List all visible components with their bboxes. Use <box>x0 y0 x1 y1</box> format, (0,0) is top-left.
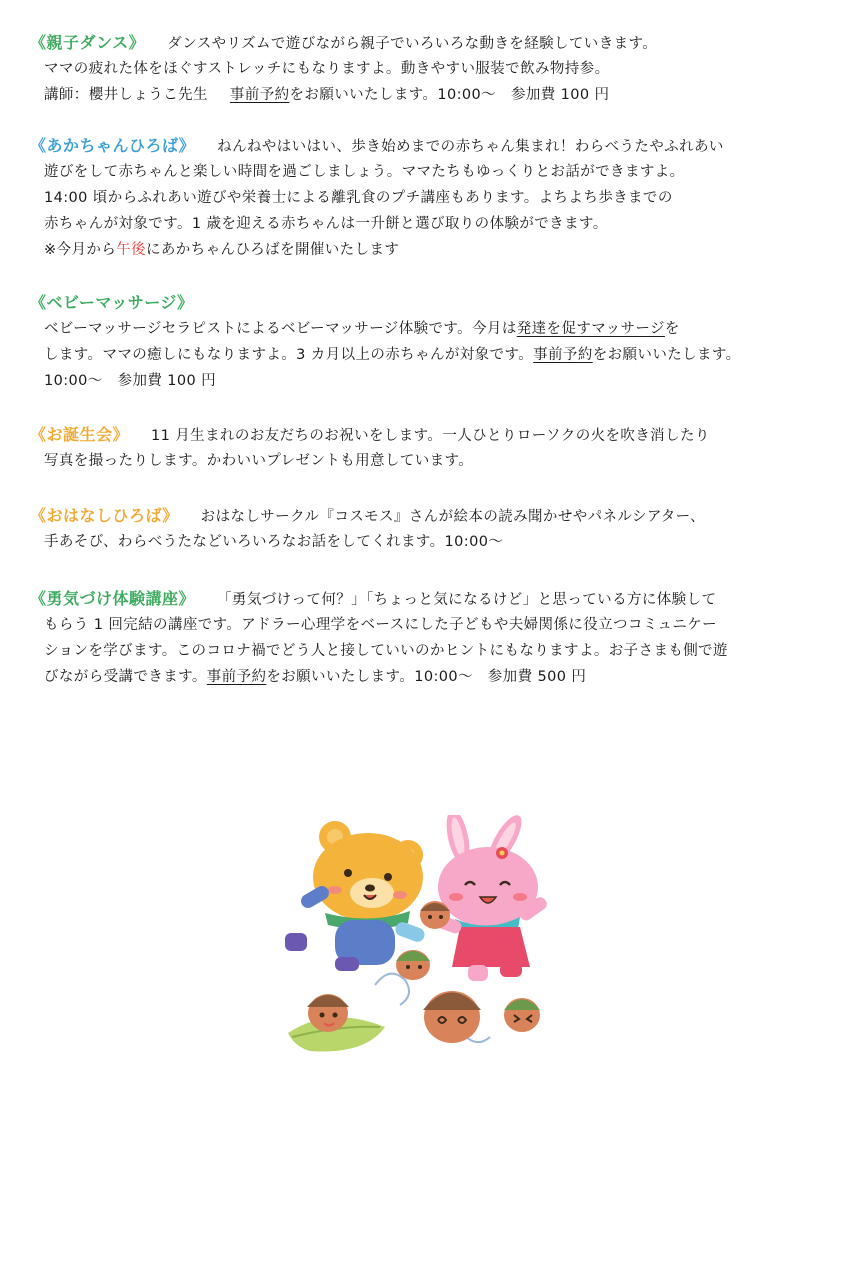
afternoon-highlight: 午後 <box>116 242 146 258</box>
section-text: 遊びをして赤ちゃんと楽しい時間を過ごしましょう。ママたちもゆっくりとお話ができますよ。 <box>44 164 685 180</box>
reservation-underline: 事前予約 <box>206 669 267 685</box>
section-text: 写真を撮ったりします。かわいいプレゼントも用意しています。 <box>44 453 474 469</box>
acorn-icon <box>396 950 430 980</box>
section-text: 14:00 頃からふれあい遊びや栄養士による離乳食のプチ講座もあります。よちよち歩きまでの <box>44 190 673 206</box>
section-text: ションを学びます。このコロナ禍でどう人と接していいのかヒントにもなりますよ。お子さまも側で遊 <box>44 643 728 659</box>
development-massage-underline: 発達を促すマッサージ <box>516 321 665 337</box>
reservation-underline: 事前予約 <box>229 87 290 103</box>
section-text: ママの疲れた体をほぐすストレッチにもなりますよ。動きやすい服装で飲み物持参。 <box>44 61 610 77</box>
section-text: します。ママの癒しにもなりますよ。3 カ月以上の赤ちゃんが対象です。 <box>44 347 534 363</box>
section-text: ベビーマッサージセラピストによるベビーマッサージ体験です。今月は <box>44 321 517 337</box>
section-akachan-hiroba <box>30 133 830 263</box>
rabbit-icon <box>429 815 550 981</box>
section-title: 《勇気づけ体験講座》 <box>30 589 196 608</box>
section-text: 10:00～ 参加費 100 円 <box>44 373 217 389</box>
section-title: 《おはなしひろば》 <box>30 506 179 525</box>
section-text: を <box>664 321 680 337</box>
section-title: 《あかちゃんひろば》 <box>30 136 196 155</box>
section-oyako-dance <box>30 30 830 108</box>
acorn-icon <box>420 901 450 929</box>
section-baby-massage <box>30 290 830 394</box>
section-text: をお願いいたします。10:00～ 参加費 500 円 <box>266 669 587 685</box>
section-title: 《ベビーマッサージ》 <box>30 293 194 312</box>
bear-rabbit-acorn-illustration <box>280 815 570 1065</box>
section-text: にあかちゃんひろばを開催いたします <box>145 242 400 258</box>
section-title: 《親子ダンス》 <box>30 33 146 52</box>
acorn-icon <box>504 998 540 1032</box>
section-encouragement-course <box>30 586 830 690</box>
instructor-text: 講師：櫻井しょうこ先生 <box>44 87 208 103</box>
section-text: ダンスやリズムで遊びながら親子でいろいろな動きを経験していきます。 <box>167 36 658 52</box>
section-birthday-party <box>30 422 830 474</box>
section-text: おはなしサークル『コスモス』さんが絵本の読み聞かせやパネルシアター、 <box>200 509 705 525</box>
section-text: 赤ちゃんが対象です。1 歳を迎える赤ちゃんは一升餅と選び取りの体験ができます。 <box>44 216 608 232</box>
section-text: もらう 1 回完結の講座です。アドラー心理学をベースにした子どもや夫婦関係に役立つコミュニケー <box>44 617 718 633</box>
section-text: ねんねやはいはい、歩き始めまでの赤ちゃん集まれ！わらべうたやふれあい <box>217 139 724 155</box>
section-text: びながら受講できます。 <box>44 669 207 685</box>
section-text: をお願いいたします。 <box>592 347 741 363</box>
reservation-underline: 事前予約 <box>533 347 593 363</box>
section-title: 《お誕生会》 <box>30 425 130 444</box>
section-text: 「勇気づけって何？」「ちょっと気になるけど」と思っている方に体験して <box>217 592 717 608</box>
acorn-icon <box>423 991 481 1043</box>
section-text: をお願いいたします。10:00～ 参加費 100 円 <box>289 87 610 103</box>
section-text: 11 月生まれのお友だちのお祝いをします。一人ひとりローソクの火を吹き消したり <box>151 428 710 444</box>
section-text: ※今月から <box>44 242 117 258</box>
section-text: 手あそび、わらべうたなどいろいろなお話をしてくれます。10:00～ <box>44 534 504 550</box>
bear-icon <box>285 821 426 971</box>
section-ohanashi-hiroba <box>30 503 830 555</box>
